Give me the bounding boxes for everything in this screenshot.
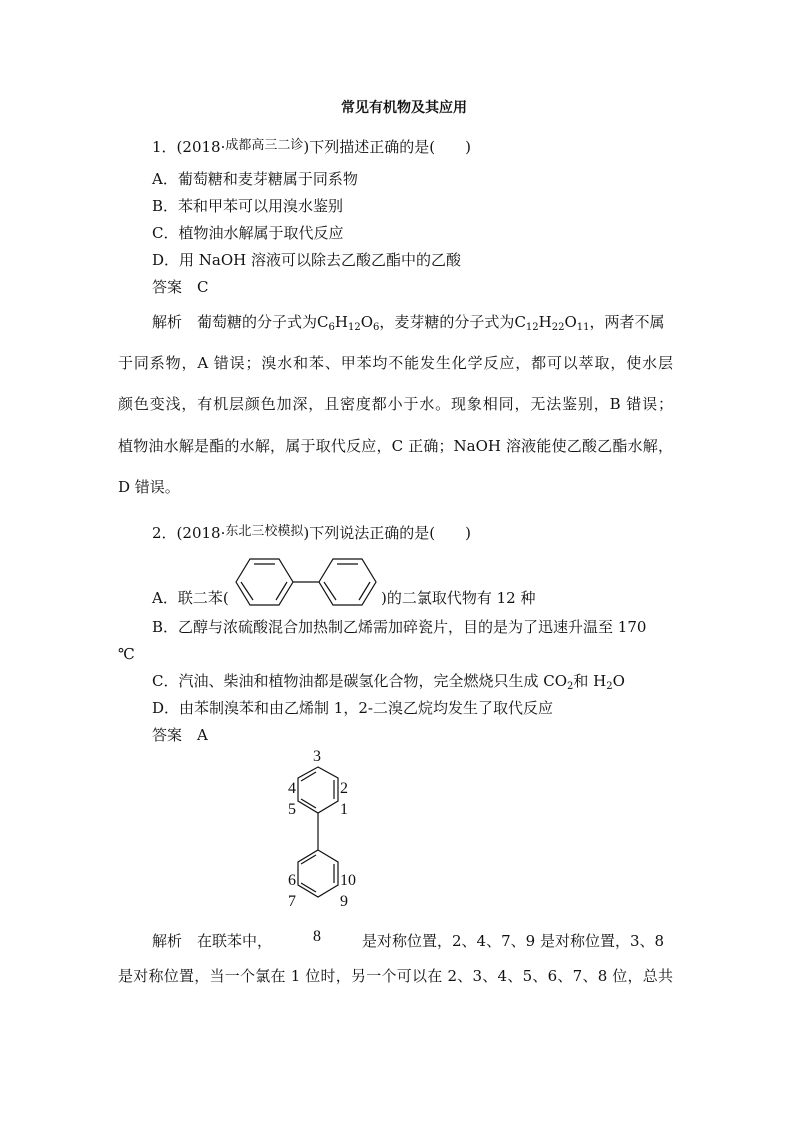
question-2-analysis-line-1a: [152, 931, 272, 951]
question-1-analysis-line-2: 于同系物，A 错误；溴水和苯、甲苯均不能发生化学反应，都可以萃取，使水层: [118, 354, 673, 372]
position-label-5: 5: [288, 801, 296, 818]
analysis-label: 解析: [152, 932, 183, 950]
question-1-number: 1．: [152, 138, 177, 156]
question-1-analysis-line-4: 植物油水解是酯的水解，属于取代反应，C 正确；NaOH 溶液能使乙酸乙酯水解，: [118, 437, 673, 455]
position-label-8: 8: [313, 928, 321, 945]
position-label-9: 9: [340, 893, 348, 910]
question-2-stem-text: )下列说法正确的是( ): [303, 524, 471, 542]
question-2-source-name: 东北三校模拟: [225, 524, 304, 539]
question-2-number: 2．: [152, 524, 177, 542]
position-label-10: 10: [340, 872, 356, 889]
position-label-1: 1: [340, 801, 348, 818]
answer-value: C: [197, 278, 209, 296]
analysis-text: 葡萄糖的分子式为: [197, 313, 318, 331]
question-2-option-b-continued: ℃: [118, 645, 135, 663]
option-c-subscript: 2: [567, 681, 574, 692]
analysis-text: 在联苯中，: [197, 932, 273, 950]
position-label-2: 2: [340, 780, 348, 797]
question-1-option-d: D．用 NaOH 溶液可以除去乙酸乙酯中的乙酸: [152, 251, 462, 269]
position-label-7: 7: [288, 893, 296, 910]
question-2-analysis-line-1b: 是对称位置，2、4、7、9 是对称位置，3、8: [362, 932, 665, 950]
question-2-analysis-line-2: 是对称位置，当一个氯在 1 位时，另一个可以在 2、3、4、5、6、7、8 位，总共: [118, 967, 673, 985]
option-c-text: C．汽油、柴油和植物油都是碳氢化合物，完全燃烧只生成 CO: [152, 672, 568, 690]
question-1-option-c: C．植物油水解属于取代反应: [152, 224, 344, 242]
question-2-answer: [152, 725, 208, 745]
question-1-stem-text: )下列描述正确的是( ): [303, 138, 471, 156]
answer-value: A: [197, 726, 208, 744]
question-2-option-d: D．由苯制溴苯和由乙烯制 1，2-二溴乙烷均发生了取代反应: [152, 699, 553, 717]
option-c-subscript: 2: [606, 681, 613, 692]
question-1-option-a: A．葡萄糖和麦芽糖属于同系物: [152, 170, 358, 188]
position-label-4: 4: [288, 780, 296, 797]
numbered-biphenyl-diagram: [270, 745, 370, 950]
question-1-answer: [152, 277, 209, 297]
question-1-analysis-line-5: D 错误。: [118, 478, 180, 496]
question-1-stem: [152, 136, 471, 157]
analysis-text: ，两者不属: [589, 313, 665, 331]
question-2-source-year: (2018·: [176, 524, 226, 542]
question-2-option-c: [152, 671, 625, 697]
analysis-label: 解析: [152, 313, 183, 331]
answer-label: 答案: [152, 726, 183, 744]
question-1-source-name: 成都高三二诊: [225, 138, 304, 153]
formula-glucose: $C_6H_{12}O_6$: [317, 313, 380, 333]
question-2-option-b: B．乙醇与浓硫酸混合加热制乙烯需加碎瓷片，目的是为了迅速升温至 170: [152, 618, 647, 636]
option-c-text: 和 H: [573, 672, 607, 690]
question-1-analysis-line-1: [152, 312, 665, 338]
question-1-option-b: B．苯和甲苯可以用溴水鉴别: [152, 197, 344, 215]
question-2-option-a-suffix: )的二氯取代物有 12 种: [381, 589, 536, 607]
formula-maltose: $C_{12}H_{22}O_{11}$: [514, 313, 590, 333]
position-label-6: 6: [288, 872, 296, 889]
option-c-text: O: [612, 672, 625, 690]
page-title: 常见有机物及其应用: [341, 100, 467, 116]
biphenyl-structure: [232, 556, 380, 608]
position-label-3: 3: [313, 748, 321, 765]
question-1-source-year: (2018·: [176, 138, 226, 156]
question-2-stem: [152, 522, 471, 543]
question-2-option-a-prefix: A．联二苯(: [152, 589, 229, 607]
question-1-analysis-line-3: 颜色变浅，有机层颜色加深，且密度都小于水。现象相同，无法鉴别，B 错误；: [118, 395, 673, 413]
analysis-text: ，麦芽糖的分子式为: [379, 313, 515, 331]
answer-label: 答案: [152, 278, 183, 296]
